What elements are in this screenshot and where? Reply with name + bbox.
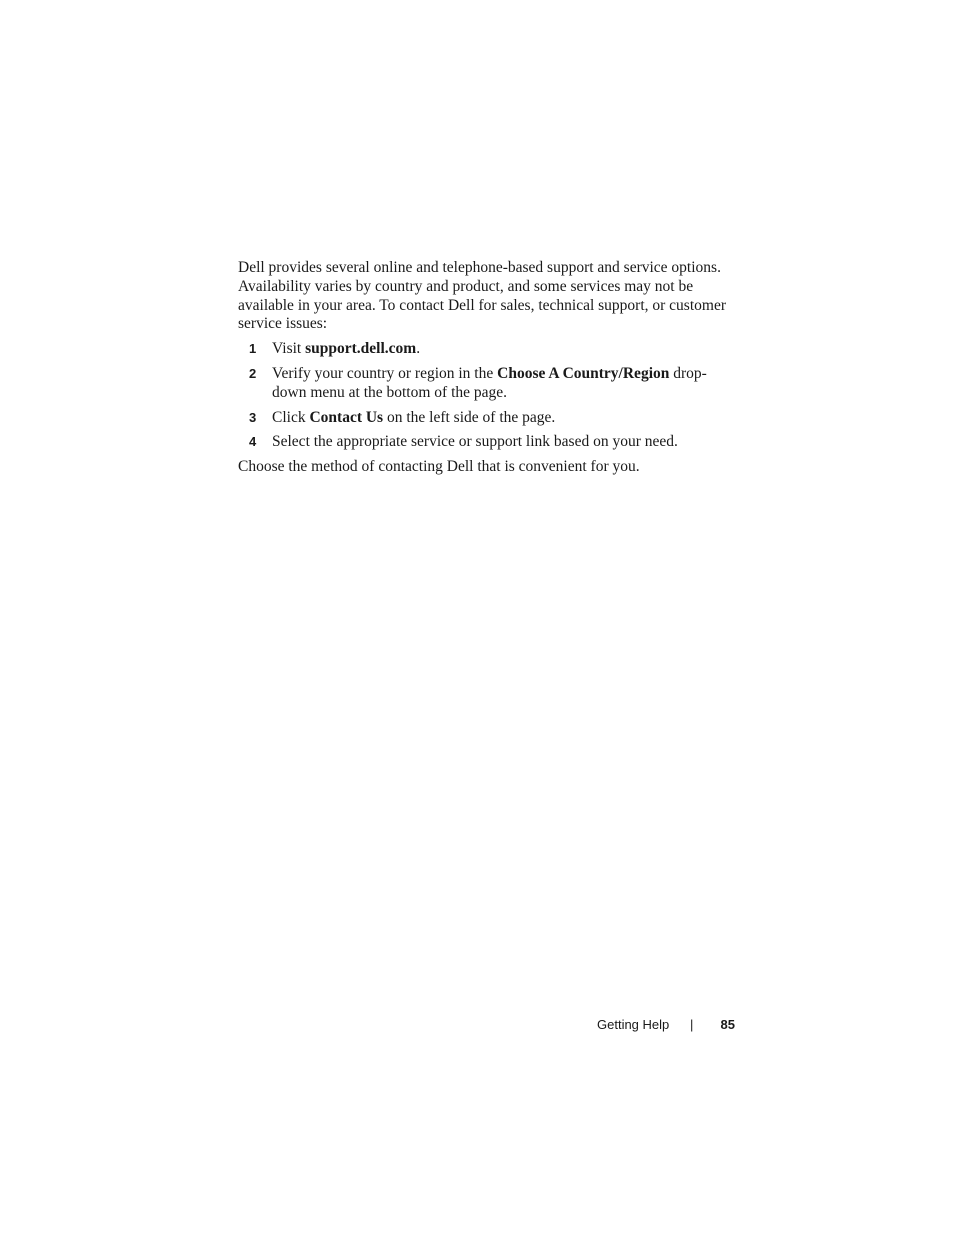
step-text: . bbox=[416, 340, 421, 358]
steps-list bbox=[238, 340, 738, 452]
step-number: 4 bbox=[249, 434, 257, 450]
closing-paragraph: Choose the method of contacting Dell that is convenient for you. bbox=[238, 458, 640, 476]
step-text: Visit bbox=[272, 340, 306, 358]
step-number: 2 bbox=[249, 365, 257, 381]
step-text: drop-down menu at the bottom of the page. bbox=[272, 364, 707, 401]
main-content bbox=[238, 259, 738, 477]
support-link[interactable]: support.dell.com bbox=[305, 340, 417, 358]
footer-section-title: Getting Help bbox=[597, 1017, 670, 1032]
page-number: 85 bbox=[720, 1017, 735, 1032]
step-text: Select the appropriate service or support link based on your need. bbox=[272, 433, 678, 451]
step-number: 1 bbox=[249, 341, 257, 357]
list-item bbox=[238, 365, 738, 403]
step-text: Verify your country or region in the bbox=[272, 364, 498, 382]
page-footer bbox=[597, 1016, 735, 1034]
step-text: on the left side of the page. bbox=[383, 408, 556, 426]
list-item bbox=[238, 433, 738, 452]
contact-us-label: Contact Us bbox=[309, 408, 384, 426]
list-item bbox=[238, 409, 738, 428]
list-item bbox=[238, 340, 738, 359]
step-number: 3 bbox=[249, 409, 257, 425]
footer-separator: | bbox=[690, 1017, 694, 1032]
country-region-label: Choose A Country/Region bbox=[497, 364, 670, 382]
step-text: Click bbox=[272, 408, 310, 426]
intro-paragraph: Dell provides several online and telephone-based support and service options. Availability varies by country and product, and some services may not be available in your area. To contact Dell for sales, technical support, or customer service issues: bbox=[238, 259, 726, 333]
